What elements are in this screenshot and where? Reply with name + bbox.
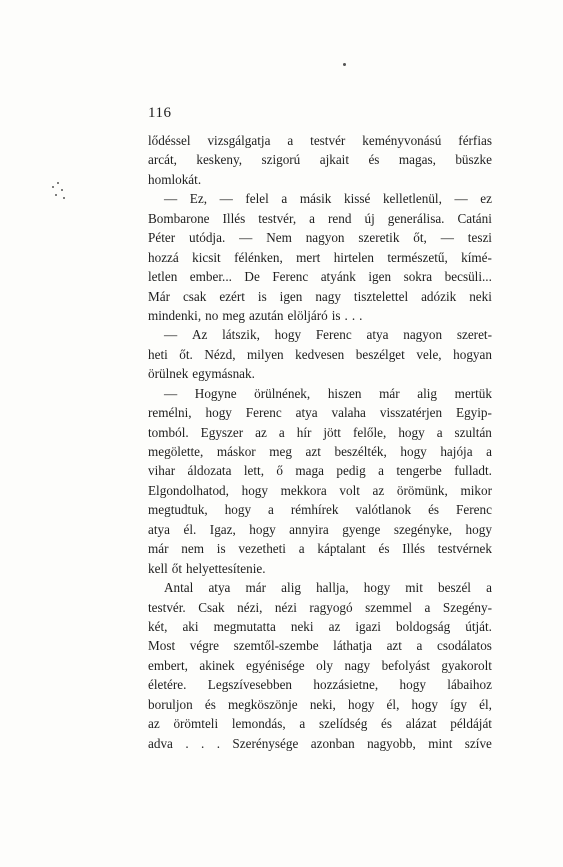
text-line: hozzá kicsit félénken, mert hirtelen természetű, kímé- <box>148 249 492 265</box>
text-line: — Az látszik, hogy Ferenc atya nagyon szeret- <box>164 327 492 343</box>
text-line: boruljon és megköszönje neki, hogy él, hogy így él, <box>148 696 492 712</box>
text-line: Most végre szemtől-szembe láthatja azt a csodálatos <box>148 638 492 654</box>
scan-speck <box>343 63 346 66</box>
scan-speck <box>63 197 65 199</box>
scan-speck <box>55 194 57 196</box>
text-line: arcát, keskeny, szigorú ajkait és magas, büszke <box>148 152 492 168</box>
text-line: Antal atya már alig hallja, hogy mit beszél a <box>164 580 492 596</box>
text-line: Péter utódja. — Nem nagyon szeretik őt, — teszi <box>148 230 492 246</box>
text-line: megtudtuk, hogy a rémhírek valótlanok és Ferenc <box>148 502 492 518</box>
text-line: heti őt. Nézd, milyen kedvesen beszélget vele, hogyan <box>148 346 492 362</box>
text-line: vihar áldozata lett, ő maga pedig a tengerbe fulladt. <box>148 463 492 479</box>
text-line: — Hogyne örülnének, hiszen már alig mertük <box>164 385 492 401</box>
text-line: — Ez, — felel a másik kissé kelletlenül, — ez <box>164 191 492 207</box>
text-line: Bombarone Illés testvér, a rend új generálisa. Catáni <box>148 210 492 226</box>
text-line: embert, akinek egyénisége oly nagy befolyást gyakorolt <box>148 657 492 673</box>
text-line: Már csak ezért is igen nagy tisztelettel adózik neki <box>148 288 492 304</box>
text-line: kell őt helyettesítenie. <box>148 560 266 576</box>
text-line: remélni, hogy Ferenc atya valaha visszatérjen Egyip- <box>148 405 492 421</box>
text-line: két, aki megmutatta neki az igazi boldogság útját. <box>148 618 492 634</box>
page-number: 116 <box>148 105 172 121</box>
text-line: atya él. Igaz, hogy annyira gyenge szegényke, hogy <box>148 521 492 537</box>
text-line: adva . . . Szerénysége azonban nagyobb, mint szíve <box>148 735 492 751</box>
text-line: testvér. Csak nézi, nézi ragyogó szemmel a Szegény- <box>148 599 492 615</box>
body-text <box>148 131 492 753</box>
scan-speck <box>61 189 63 191</box>
text-line: már nem is vezetheti a káptalant és Illés testvérnek <box>148 541 492 557</box>
text-line: életére. Legszívesebben hozzásietne, hogy lábaihoz <box>148 677 492 693</box>
text-line: tomból. Egyszer az a hír jött felőle, hogy a szultán <box>148 424 492 440</box>
text-line: örülnek egymásnak. <box>148 366 255 382</box>
text-line: mindenki, no meg azután elöljáró is . . . <box>148 307 363 323</box>
text-line: Elgondolhatod, hogy mekkora volt az örömünk, mikor <box>148 482 492 498</box>
scan-speck <box>52 186 54 188</box>
text-line: az örömteli lemondás, a szelídség és alázat példáját <box>148 716 492 732</box>
text-line: homlokát. <box>148 171 202 187</box>
scan-speck <box>57 182 59 184</box>
text-line: lődéssel vizsgálgatja a testvér keményvonású férfias <box>148 133 492 148</box>
text-line: letlen ember... De Ferenc atyánk igen sokra becsüli... <box>148 269 492 285</box>
text-line: megölette, máskor meg azt beszélték, hogy hajója a <box>148 444 492 459</box>
